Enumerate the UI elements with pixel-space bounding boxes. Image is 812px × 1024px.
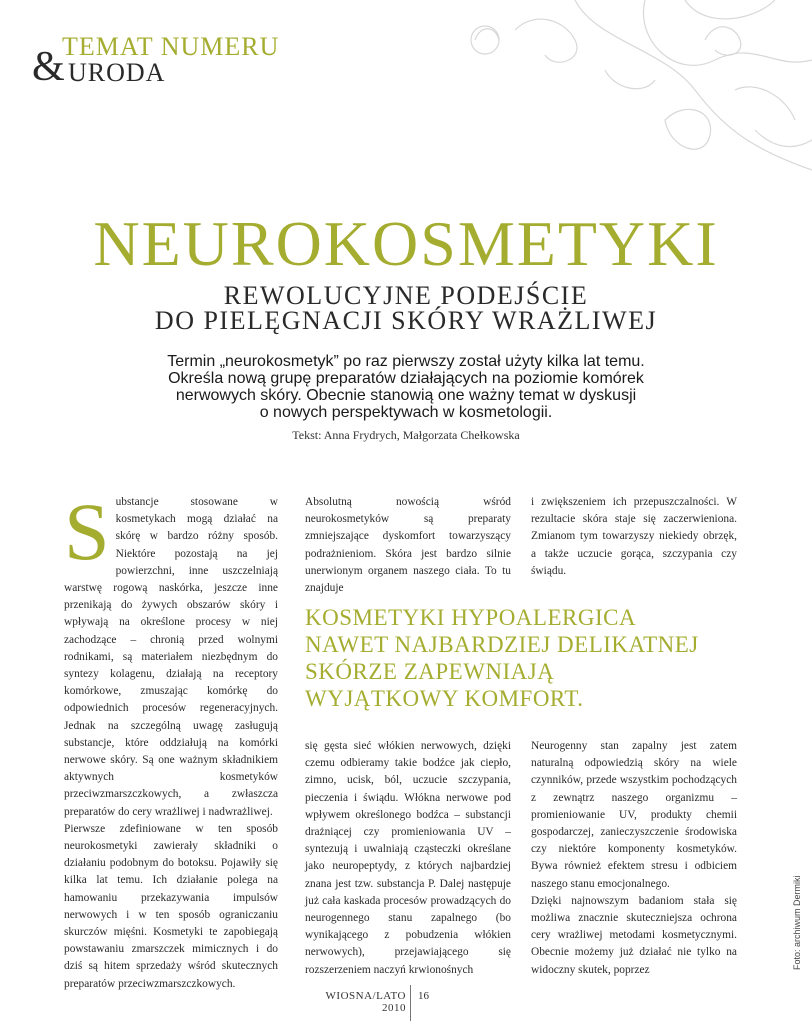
article-title: NEUROKOSMETYKI [93, 208, 719, 279]
lead-line-3: nerwowych skóry. Obecnie stanowią one ważny temat w dyskusji [175, 387, 637, 404]
lead-paragraph [90, 353, 722, 421]
section-label: TEMAT NUMERU [62, 32, 280, 61]
byline: Tekst: Anna Frydrych, Małgorzata Chełkowska [292, 428, 520, 442]
body-column-3-bottom [531, 738, 737, 979]
pull-quote-line-1: KOSMETYKI HYPOALERGICA [305, 605, 637, 630]
body-paragraph: Dzięki najnowszym badaniom stała się możliwa znacznie skuteczniejsza ochrona cery wrażliwej metodami kosmetycznymi. Obecnie możemy już działać nie tylko na widoczny skutek, poprzez [531, 894, 737, 976]
body-column-2-bottom [305, 738, 511, 979]
pull-quote [305, 604, 745, 712]
body-paragraph: Absolutną nowością wśród neurokosmetyków są preparaty zmniejszające dyskomfort towarzyszący podrażnieniom. Skóra jest bardzo silnie unerwionym organem naszego ciała. To tu znajduje [305, 496, 511, 595]
photo-credit: Foto: archiwum Dermiki [792, 875, 802, 970]
body-paragraph: ubstancje stosowane w kosmetykach mogą działać na skórę w bardzo różny sposób. Niektóre pozostają na jej powierzchni, inne uszczelniają warstwę rogową naskórka, jeszcze inne przenikają do żywych obszarów skóry i wpływają na określone procesy w niej zachodzące – chronią przed wolnymi rodnikami, są materiałem niezbędnym do syntezy kolagenu, działają na receptory komórkowe, zmuszając komórkę do odpowiednich procesów regeneracyjnych. Jednak na szczególną uwagę zasługują substancje, które oddziałują na komórki nerwowe skóry. Są one ważnym składnikiem aktywnych kosmetyków przeciwzmarszczkowych, a zwłaszcza preparatów do cery wrażliwej i nadwrażliwej. [64, 496, 278, 818]
pull-quote-line-2: NAWET NAJBARDZIEJ DELIKATNEJ [305, 632, 699, 657]
issue-season: WIOSNA/LATO [325, 990, 406, 1002]
issue-label [300, 990, 406, 1014]
subtitle-line-1: REWOLUCYJNE PODEJŚCIE [223, 281, 589, 310]
drop-cap: S [64, 486, 110, 577]
body-column-1 [64, 486, 278, 993]
lead-line-4: o nowych perspektywach w kosmetologii. [259, 404, 553, 421]
section-sublabel: URODA [68, 58, 166, 87]
body-column-2-top [305, 494, 511, 597]
page-number: 16 [418, 990, 429, 1002]
ampersand: & [32, 44, 65, 90]
subtitle-line-2: DO PIELĘGNACJI SKÓRY WRAŻLIWEJ [154, 306, 658, 335]
floral-ornament [455, 0, 812, 195]
body-paragraph: Neurogenny stan zapalny jest zatem naturalną odpowiedzią skóry na wiele czynników, przede wszystkim pochodzących z zewnątrz naszego organizmu – promieniowanie UV, produkty chemii gospodarczej, zanieczyszczenie środowiska czy niektóre komponenty kosmetyków. Bywa również efektem stresu i odbiciem naszego stanu emocjonalnego. [531, 740, 737, 890]
pull-quote-line-3: SKÓRZE ZAPEWNIAJĄ [305, 659, 555, 684]
pull-quote-line-4: WYJĄTKOWY KOMFORT. [305, 686, 584, 711]
body-paragraph: się gęsta sieć włókien nerwowych, dzięki czemu odbieramy takie bodźce jak ciepło, zimno, ucisk, ból, uczucie szczypania, pieczenia i świądu. Włókna nerwowe pod wpływem określonego bodźca – substancji drażniącej czy promieniowania UV – syntezują i uwalniają cząsteczki określane jako neuropeptydy, z których najbardziej znana jest tzw. substancja P. Dalej następuje już cała kaskada procesów prowadzących do neurogennego stanu zapalnego (bo wynikającego z pobudzenia włókien nerwowych), przejawiającego się rozszerzeniem naczyń krwionośnych [305, 740, 511, 976]
lead-line-1: Termin „neurokosmetyk” po raz pierwszy został użyty kilka lat temu. [167, 353, 645, 370]
body-column-3-top [531, 494, 737, 580]
lead-line-2: Określa nową grupę preparatów działających na poziomie komórek [168, 370, 644, 387]
body-paragraph: Pierwsze zdefiniowane w ten sposób neurokosmetyki zawierały składniki o działaniu podobnym do botoksu. Pojawiły się kilka lat temu. Ich działanie polega na hamowaniu przekazywania impulsów nerwowych i w ten sposób ograniczaniu skurczów mięśni. Kosmetyki te zapobiegają powstawaniu zmarszczek mimicznych i do dziś są hitem sprzedaży wśród skutecznych preparatów przeciwzmarszczkowych. [64, 822, 278, 990]
body-paragraph: i zwiększeniem ich przepuszczalności. W rezultacie skóra staje się zaczerwieniona. Zmianom tym towarzyszy niekiedy obrzęk, a także uczucie gorąca, szczypania czy świądu. [531, 496, 737, 577]
folio-divider [410, 985, 411, 1021]
issue-year: 2010 [382, 1002, 406, 1014]
